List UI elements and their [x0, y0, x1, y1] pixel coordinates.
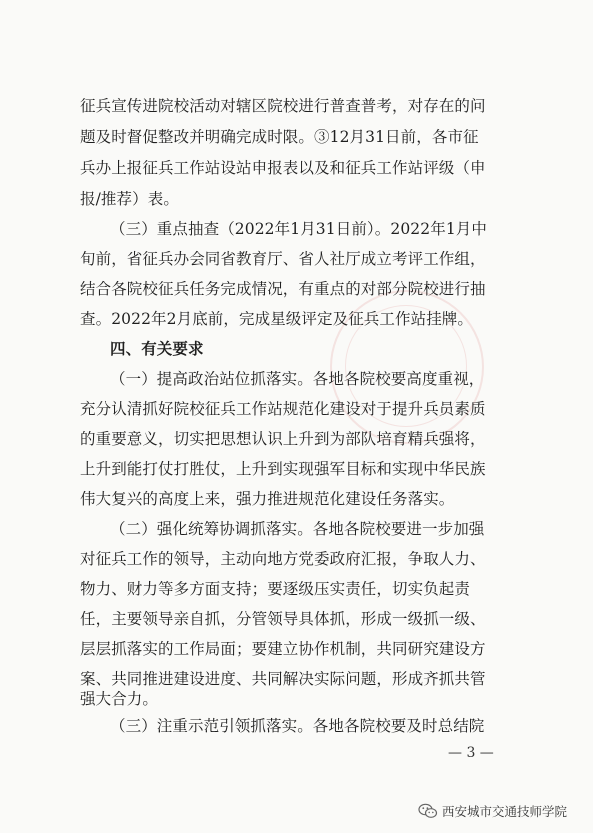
body-line-18: 任，主要领导亲自抓，分管领导具体抓，形成一级抓一级、: [80, 610, 486, 628]
page-number: — 3 —: [448, 745, 494, 761]
body-line-7: 结合各院校征兵任务完成情况，有重点的对部分院校进行抽: [80, 280, 486, 298]
body-line-1: 征兵宣传进院校活动对辖区院校进行普查普考，对存在的问: [80, 97, 486, 115]
body-line-12: 的重要意义，切实把思想认识上升到为部队培育精兵强将，: [80, 430, 486, 448]
requirement-2-heading-line: （二）强化统筹协调抓落实。各地各院校要进一步加强: [110, 520, 485, 538]
wechat-icon: [418, 803, 438, 819]
requirement-1-heading-line: （一）提高政治站位抓落实。各地各院校要高度重视，: [110, 370, 485, 388]
body-line-8: 查。2022年2月底前，完成星级评定及征兵工作站挂牌。: [80, 310, 474, 328]
section-3-heading-line: （三）重点抽查（2022年1月31日前）。2022年1月中: [110, 220, 487, 238]
watermark-text: 西安城市交通技师学院: [442, 804, 568, 819]
body-line-19: 层层抓落实的工作局面；要建立协作机制，共同研究建设方: [80, 640, 486, 658]
body-line-4: 报/推荐）表。: [80, 190, 179, 208]
source-watermark: [418, 801, 567, 821]
body-line-21: 强大合力。: [80, 690, 159, 708]
body-line-13: 上升到能打仗打胜仗，上升到实现强军目标和实现中华民族: [80, 460, 486, 478]
body-line-2: 题及时督促整改并明确完成时限。③12月31日前，各市征: [80, 128, 479, 146]
body-line-11: 充分认清抓好院校征兵工作站规范化建设对于提升兵员素质: [80, 400, 486, 418]
body-line-3: 兵办上报征兵工作站设站申报表以及和征兵工作站评级（申: [80, 159, 486, 177]
body-line-16: 对征兵工作的领导，主动向地方党委政府汇报，争取人力、: [80, 550, 486, 568]
requirement-3-heading-line: （三）注重示范引领抓落实。各地各院校要及时总结院: [110, 717, 485, 735]
body-line-20: 案、共同推进建设进度、共同解决实际问题，形成齐抓共管: [80, 670, 486, 688]
body-line-6: 旬前，省征兵办会同省教育厅、省人社厅成立考评工作组，: [80, 250, 486, 268]
body-line-14: 伟大复兴的高度上来，强力推进规范化建设任务落实。: [80, 490, 455, 508]
section-heading-requirements: 四、有关要求: [110, 339, 204, 358]
body-line-17: 物力、财力等多方面支持；要逐级压实责任，切实负起责: [80, 580, 471, 598]
